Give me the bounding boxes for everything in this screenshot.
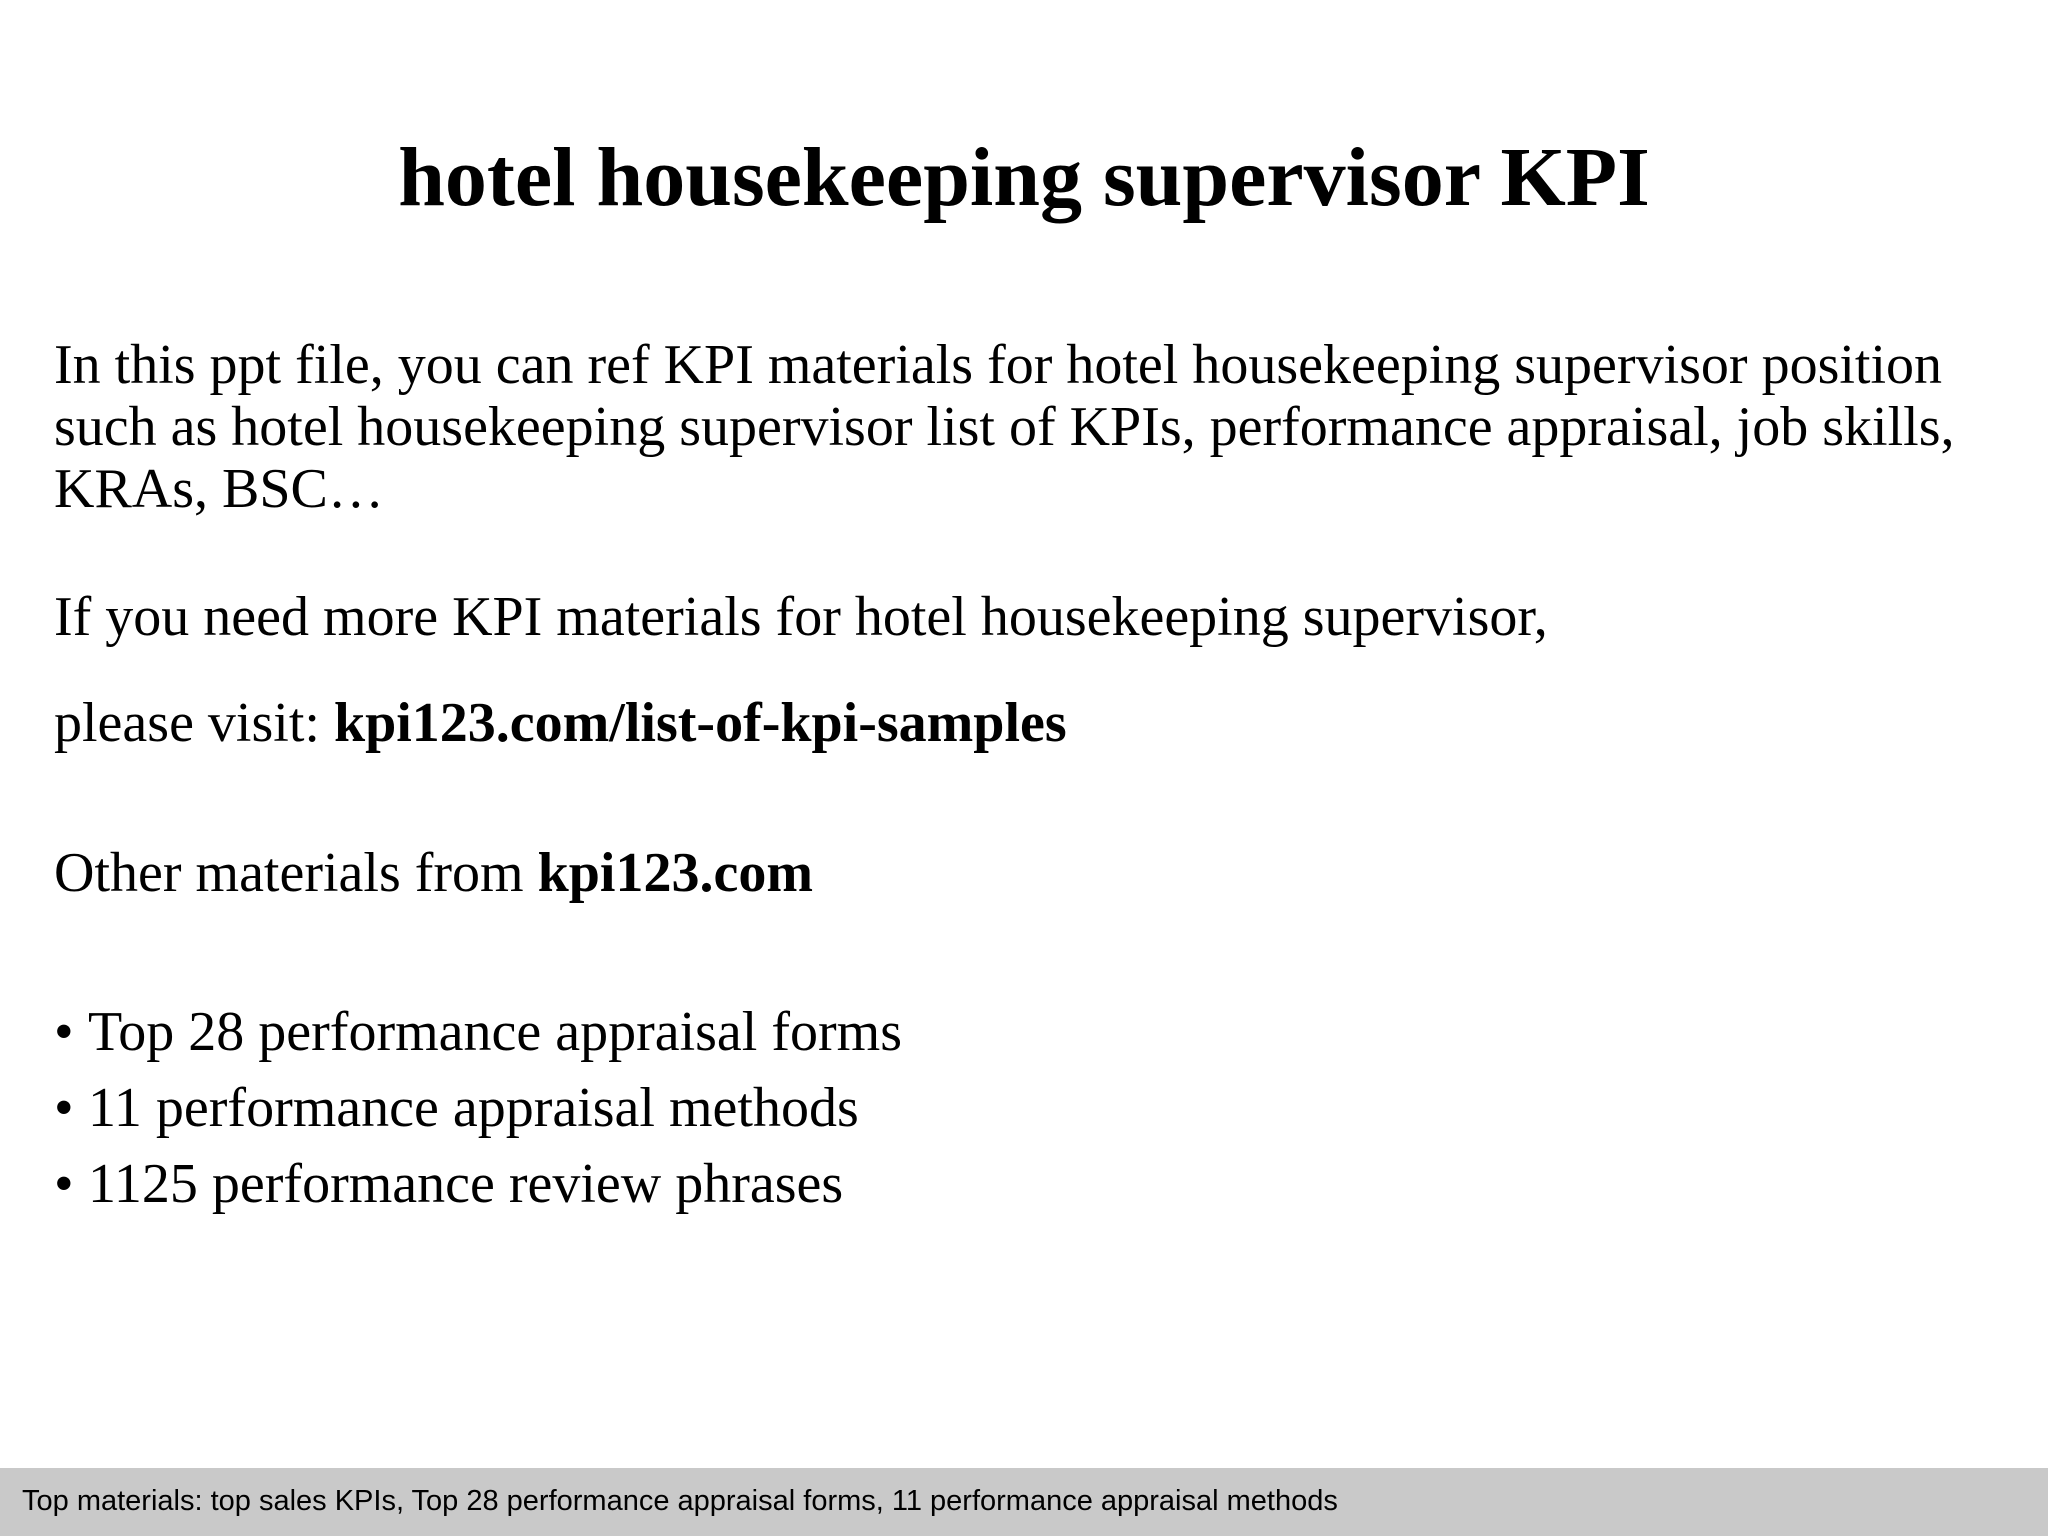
list-item-text: Top 28 performance appraisal forms (88, 1001, 902, 1063)
intro-paragraph: In this ppt file, you can ref KPI materials for hotel housekeeping supervisor position such as hotel housekeeping supervisor list of KPIs, performance appraisal, job skills, KRAs, BSC… (54, 334, 1955, 520)
other-materials-link[interactable]: kpi123.com (537, 842, 813, 904)
other-materials-line (54, 842, 2014, 904)
list-item (54, 1146, 902, 1222)
other-prefix: Other materials from (54, 842, 538, 904)
visit-link[interactable]: kpi123.com/list-of-kpi-samples (333, 692, 1067, 754)
footer-text: Top materials: top sales KPIs, Top 28 performance appraisal forms, 11 performance appraisal methods (22, 1485, 1338, 1517)
bullet-icon: • (54, 1001, 74, 1063)
visit-prefix: please visit: (54, 692, 334, 754)
visit-line (54, 692, 2014, 754)
list-item (54, 1070, 902, 1146)
need-more-text: If you need more KPI materials for hotel housekeeping supervisor, (54, 586, 1548, 648)
bullet-icon: • (54, 1153, 74, 1215)
list-item-text: 11 performance appraisal methods (88, 1077, 859, 1139)
footer-bar (0, 1468, 2048, 1536)
slide-title: hotel housekeeping supervisor KPI (398, 131, 1650, 224)
materials-list (54, 994, 902, 1222)
list-item (54, 994, 902, 1070)
bullet-icon: • (54, 1077, 74, 1139)
list-item-text: 1125 performance review phrases (88, 1153, 844, 1215)
